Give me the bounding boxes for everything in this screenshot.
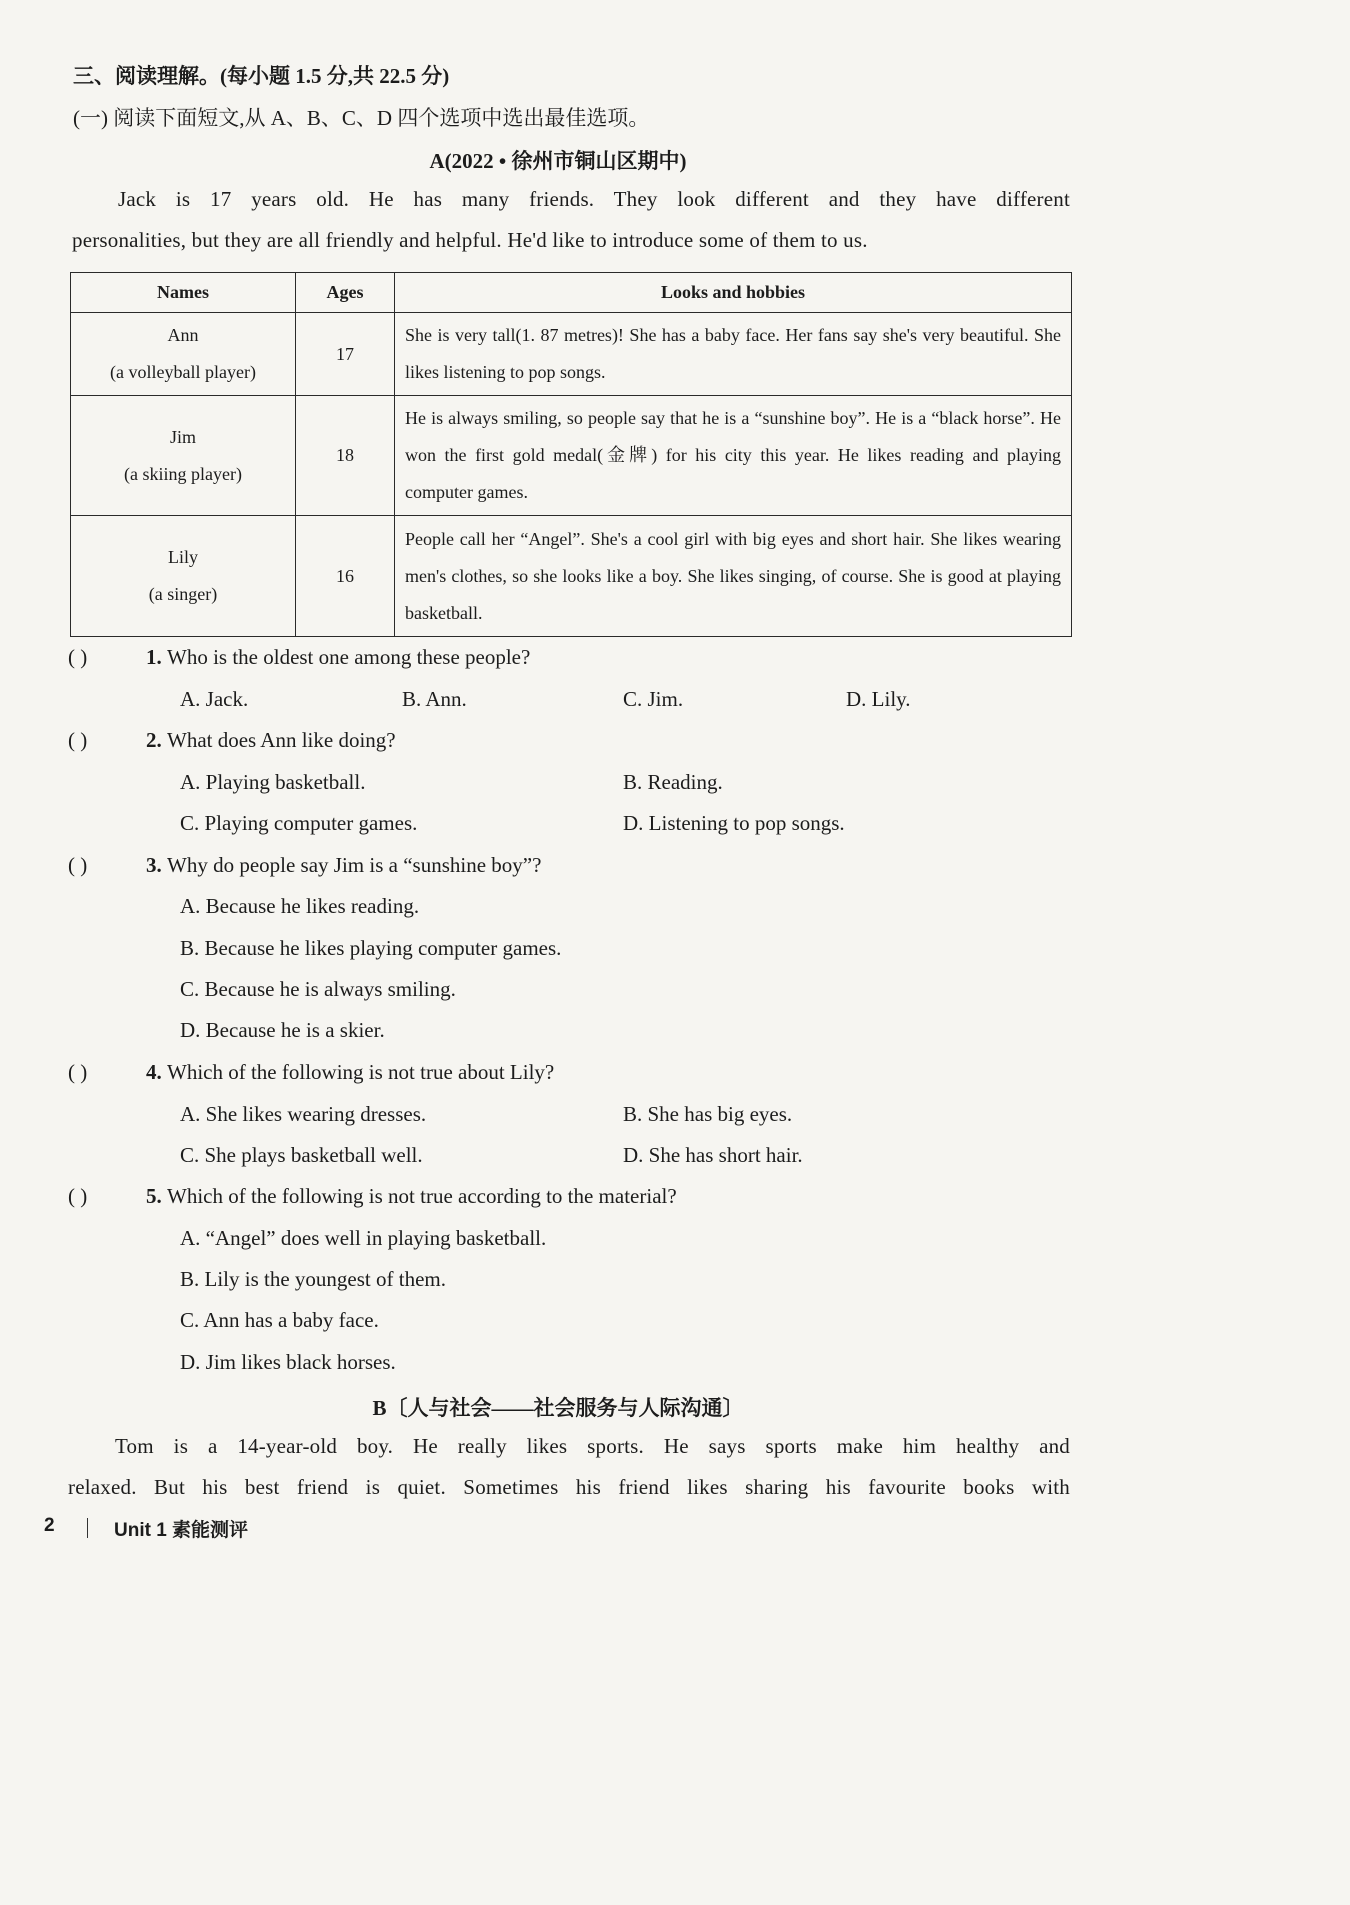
age-cell: 18 — [296, 396, 395, 516]
question-number: 1. — [146, 645, 162, 669]
table-row — [71, 396, 1072, 516]
name-cell — [71, 516, 296, 637]
person-role: (a skiing player) — [124, 463, 242, 484]
desc-cell: She is very tall(1. 87 metres)! She has a baby face. Her fans say she's very beautiful. She likes listening to pop songs. — [395, 313, 1072, 396]
passage-b-title: B〔人与社会——社会服务与人际沟通〕 — [372, 1396, 744, 1420]
passage-a-intro-line1: Jack is 17 years old. He has many friends. They look different and they have different — [118, 187, 1070, 211]
question-text: Which of the following is not true according to the material? — [167, 1184, 677, 1208]
answer-blank[interactable]: ( ) — [68, 1184, 88, 1208]
question-1 — [146, 645, 530, 670]
answer-blank[interactable]: ( ) — [68, 645, 88, 669]
table-header-row — [71, 273, 1072, 313]
option-d: D. Listening to pop songs. — [623, 811, 845, 835]
option-d: D. She has short hair. — [623, 1143, 803, 1167]
section-title: 三、阅读理解。(每小题 1.5 分,共 22.5 分) — [73, 64, 450, 88]
answer-blank[interactable]: ( ) — [68, 728, 88, 752]
option-c: C. Jim. — [623, 687, 684, 711]
option-d: D. Jim likes black horses. — [180, 1350, 396, 1374]
passage-a-title: A(2022 • 徐州市铜山区期中) — [429, 149, 687, 173]
option-b: B. Reading. — [623, 770, 723, 794]
option-d: D. Because he is a skier. — [180, 1018, 385, 1042]
answer-blank[interactable]: ( ) — [68, 853, 88, 877]
option-a: A. She likes wearing dresses. — [180, 1102, 427, 1126]
person-role: (a volleyball player) — [110, 362, 256, 382]
question-text: What does Ann like doing? — [167, 728, 396, 752]
page-number: 2 — [44, 1515, 55, 1536]
name-cell — [71, 396, 296, 516]
option-c: C. Ann has a baby face. — [180, 1308, 379, 1332]
unit-label: Unit 1 素能测评 — [114, 1520, 249, 1541]
option-b: B. Ann. — [402, 687, 467, 711]
option-a: A. Because he likes reading. — [180, 894, 420, 918]
person-role: (a singer) — [148, 584, 218, 604]
question-number: 5. — [146, 1184, 162, 1208]
question-number: 2. — [146, 728, 162, 752]
age-cell: 17 — [296, 313, 395, 396]
question-2 — [146, 728, 396, 753]
option-a: A. “Angel” does well in playing basketball. — [180, 1226, 547, 1250]
option-a: A. Jack. — [180, 687, 249, 711]
age-cell: 16 — [296, 516, 395, 637]
option-b: B. Lily is the youngest of them. — [180, 1267, 446, 1291]
desc-cell: People call her “Angel”. She's a cool girl with big eyes and short hair. She likes wearing men's clothes, so she looks like a boy. She likes singing, of course. She is good at playing basketball. — [395, 516, 1072, 637]
table-row — [71, 516, 1072, 637]
option-a: A. Playing basketball. — [180, 770, 366, 794]
option-d: D. Lily. — [846, 687, 911, 711]
question-4 — [146, 1060, 554, 1085]
question-3 — [146, 853, 541, 878]
header-looks-hobbies: Looks and hobbies — [395, 273, 1072, 313]
option-c: C. Because he is always smiling. — [180, 977, 456, 1001]
option-c: C. She plays basketball well. — [180, 1143, 423, 1167]
footer-divider — [87, 1518, 88, 1538]
header-ages: Ages — [296, 273, 395, 313]
question-number: 3. — [146, 853, 162, 877]
option-b: B. Because he likes playing computer games. — [180, 936, 562, 960]
person-name: Jim — [169, 426, 196, 447]
friends-table — [70, 272, 1072, 637]
question-5 — [146, 1184, 677, 1209]
question-number: 4. — [146, 1060, 162, 1084]
question-text: Who is the oldest one among these people? — [167, 645, 531, 669]
passage-a-intro-line2: personalities, but they are all friendly and helpful. He'd like to introduce some of them to us. — [72, 228, 868, 252]
answer-blank[interactable]: ( ) — [68, 1060, 88, 1084]
person-name: Lily — [168, 547, 198, 567]
option-c: C. Playing computer games. — [180, 811, 418, 835]
instruction: (一) 阅读下面短文,从 A、B、C、D 四个选项中选出最佳选项。 — [73, 106, 650, 130]
passage-b-line1: Tom is a 14-year-old boy. He really likes sports. He says sports make him healthy and — [115, 1434, 1070, 1458]
question-text: Why do people say Jim is a “sunshine boy”? — [167, 853, 542, 877]
name-cell — [71, 313, 296, 396]
question-text: Which of the following is not true about Lily? — [167, 1060, 555, 1084]
table-row — [71, 313, 1072, 396]
desc-cell: He is always smiling, so people say that he is a “sunshine boy”. He is a “black horse”. He won the first gold medal(金牌) for his city this year. He likes reading and playing computer games. — [395, 396, 1072, 516]
passage-b-line2: relaxed. But his best friend is quiet. Sometimes his friend likes sharing his favourite books with — [68, 1475, 1070, 1499]
person-name: Ann — [167, 325, 199, 345]
option-b: B. She has big eyes. — [623, 1102, 793, 1126]
header-names: Names — [71, 273, 296, 313]
